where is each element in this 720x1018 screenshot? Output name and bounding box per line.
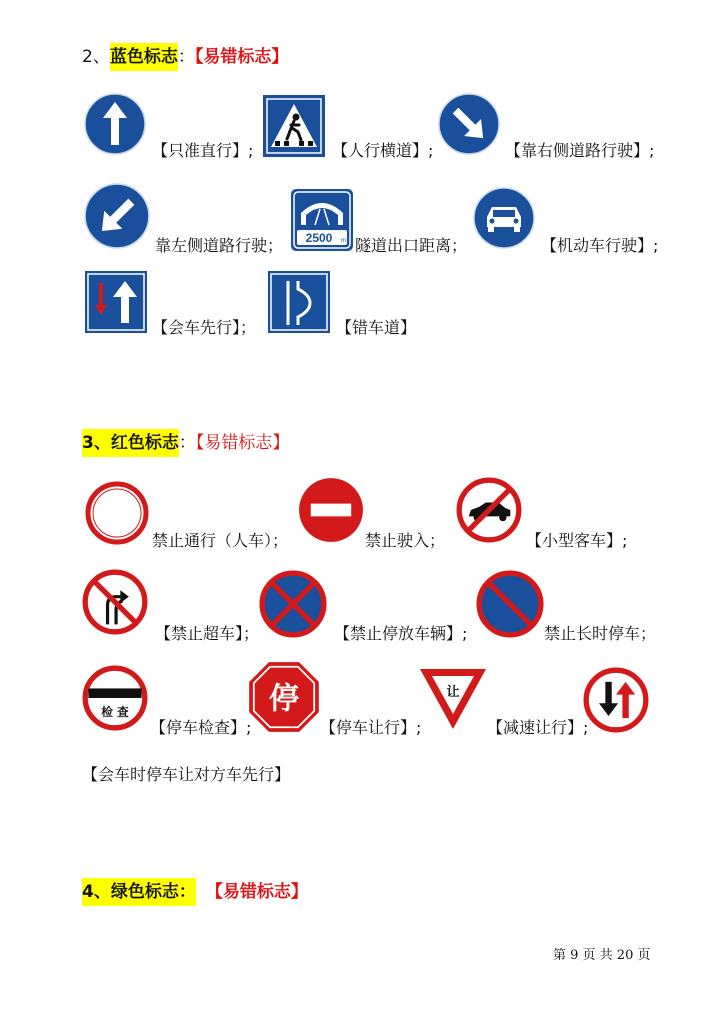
- section-heading-red: [82, 431, 289, 455]
- sign-stop-text: 停: [268, 681, 300, 717]
- sign-caption: 【错车道】: [336, 318, 417, 337]
- error-prone-tag: 易错标志: [222, 882, 291, 902]
- colon: ：: [178, 433, 196, 453]
- sign-caption: 【会车时停车让对方车先行】: [82, 765, 291, 784]
- sign-caption: 隧道出口距离；: [355, 236, 468, 255]
- sign-caption: 禁止长时停车；: [544, 624, 657, 643]
- right-of-way-sign-icon: [85, 271, 147, 333]
- sign-caption: 【会车先行】；: [152, 318, 257, 337]
- page-footer: 第 9 页 共 20 页: [553, 948, 651, 963]
- sign-distance-text: 2500: [305, 231, 333, 245]
- sign-caption: 【禁止停放车辆】;: [334, 624, 468, 643]
- stop-yield-sign-icon: [248, 661, 320, 733]
- no-long-stopping-sign-icon: [477, 571, 543, 637]
- go-straight-sign-icon: [84, 93, 146, 155]
- no-small-car-sign-icon: [456, 477, 522, 543]
- section-number: 3、: [82, 429, 111, 457]
- slow-yield-sign-icon: [418, 667, 488, 731]
- bracket-left: 【: [205, 882, 223, 902]
- sign-unit-text: m: [341, 238, 346, 244]
- sign-check-text: 检 查: [101, 705, 129, 720]
- bracket-right: 】: [290, 882, 308, 902]
- no-overtaking-sign-icon: [82, 569, 148, 635]
- bracket-right: 】: [272, 433, 290, 453]
- sign-caption: 禁止通行（人车）；: [152, 531, 289, 550]
- bracket-right: 】: [271, 47, 289, 67]
- no-entry-all-sign-icon: [86, 482, 148, 544]
- sign-caption: 【减速让行】;: [487, 718, 589, 737]
- sign-caption: 【小型客车】;: [526, 531, 628, 550]
- section-heading-blue: [82, 45, 288, 69]
- sign-caption: 【停车检查】;: [150, 718, 252, 737]
- sign-caption: 【人行横道】;: [332, 141, 434, 160]
- colon: ：: [177, 47, 195, 67]
- tunnel-exit-distance-sign-icon: [291, 189, 353, 251]
- sign-caption: 【只准直行】;: [152, 141, 254, 160]
- sign-caption: 【靠右侧道路行驶】;: [505, 141, 655, 160]
- sign-caption: 【禁止超车】；: [155, 624, 260, 643]
- sign-caption: 靠左侧道路行驶；: [155, 236, 284, 255]
- pedestrian-crossing-sign-icon: [263, 95, 325, 157]
- error-prone-tag: 易错标志: [204, 433, 273, 453]
- bracket-left: 【: [195, 433, 205, 453]
- error-prone-tag: 易错标志: [203, 47, 272, 67]
- section-title: 蓝色标志: [110, 43, 178, 71]
- keep-left-sign-icon: [84, 183, 150, 249]
- section-number: 2、: [82, 47, 110, 67]
- sign-yield-text: 让: [446, 685, 460, 700]
- section-title: 红色标志: [111, 429, 179, 457]
- sign-caption: 禁止驶入；: [365, 531, 446, 550]
- motor-vehicle-sign-icon: [473, 187, 535, 249]
- no-parking-sign-icon: [260, 571, 326, 637]
- no-entry-sign-icon: [298, 477, 364, 543]
- passing-bay-sign-icon: [268, 271, 330, 333]
- stop-check-sign-icon: [82, 665, 148, 731]
- bracket-left: 【: [194, 47, 204, 67]
- keep-right-sign-icon: [438, 93, 500, 155]
- section-number: 4、: [82, 878, 111, 906]
- section-title: 绿色标志：: [111, 878, 196, 906]
- sign-caption: 【机动车行驶】;: [541, 236, 659, 255]
- yield-to-oncoming-sign-icon: [583, 667, 649, 733]
- sign-caption: 【停车让行】;: [320, 718, 422, 737]
- section-heading-green: [82, 880, 308, 904]
